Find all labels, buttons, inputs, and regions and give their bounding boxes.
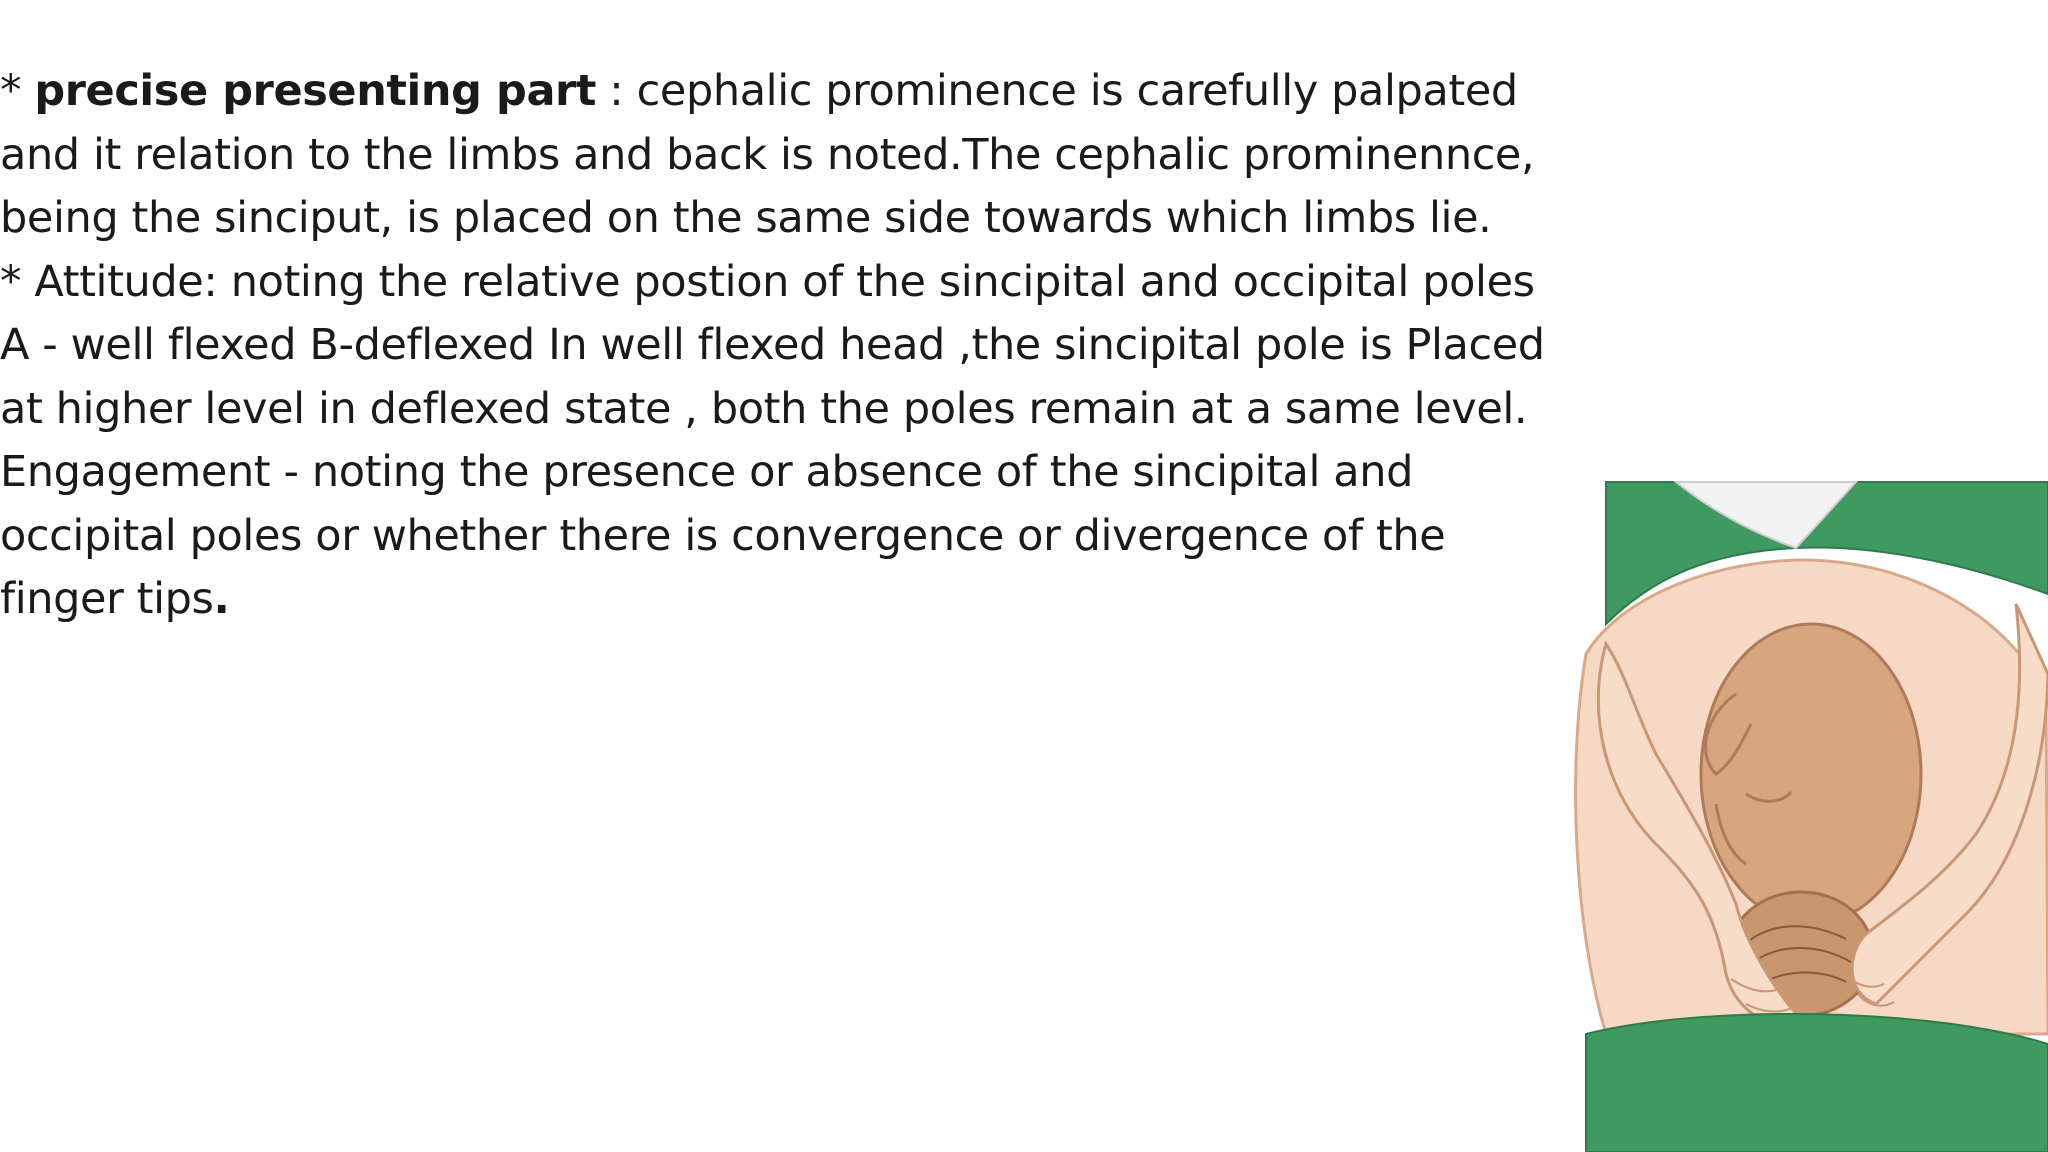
paragraph-attitude: * Attitude: noting the relative postion of the sincipital and occipital poles A - well flexed B-deflexed In well flexed head ,the sincipital pole is Placed at higher level in deflexed state , both the poles remain at a same level.	[0, 256, 1545, 434]
engagement-description: Engagement - noting the presence or absence of the sincipital and occipital poles or whether there is convergence or divergence of the finger tips	[0, 447, 1446, 624]
bullet-marker: *	[0, 66, 35, 116]
paragraph-engagement	[0, 441, 1560, 632]
slide-body-text	[0, 60, 1560, 632]
engagement-end-mark: .	[213, 574, 230, 624]
palpation-drawing	[1546, 474, 2048, 1152]
abdominal-palpation-illustration	[1546, 474, 2048, 1152]
presenting-part-description: : cephalic prominence is carefully palpated and it relation to the limbs and back is noted.The cephalic prominennce, being the sinciput, is placed on the same side towards which limbs lie.	[0, 66, 1535, 243]
paragraph-presenting-part	[0, 60, 1560, 251]
term-presenting-part: precise presenting part	[34, 66, 597, 116]
